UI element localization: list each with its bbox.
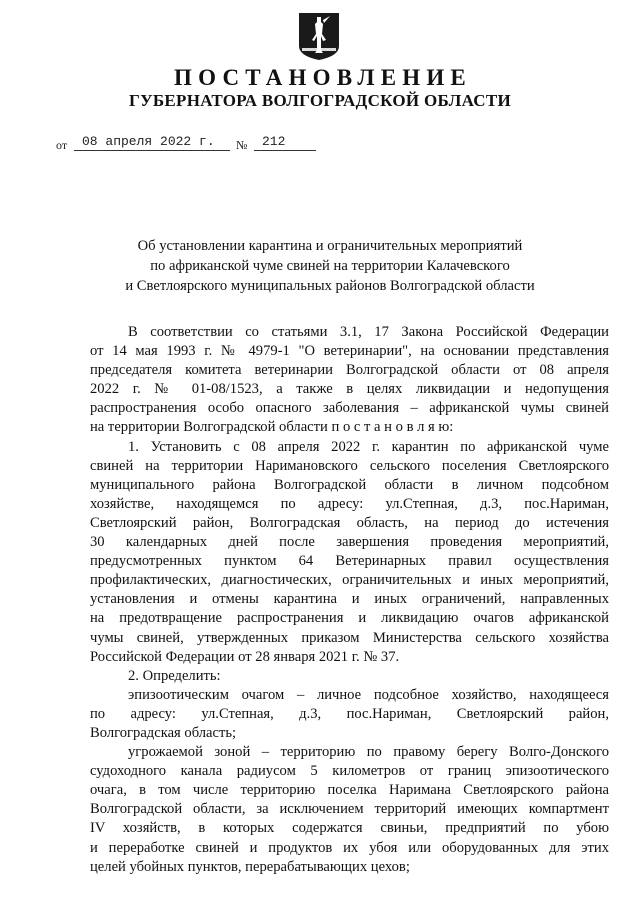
body-line: профилактических, диагностических, ограничительных и иных мероприятий,: [90, 572, 609, 589]
body-line: IV хозяйств, в которых содержатся свиньи, предприятий по убою: [90, 820, 609, 837]
coat-of-arms-emblem-icon: [296, 10, 342, 62]
body-line: чумы свиней, утвержденных приказом Министерства сельского хозяйства: [90, 629, 609, 646]
body-line: Волгоградская область;: [90, 724, 237, 741]
document-body: [90, 323, 609, 877]
body-line: на территории Волгоградской области п о с т а н о в л я ю:: [90, 419, 454, 436]
body-line: распространения особо опасного заболевания – африканской чумы свиней: [90, 400, 609, 417]
body-line: на предотвращение распространения и ликвидацию очагов африканской: [90, 610, 609, 627]
document-subject: [60, 236, 600, 296]
document-subtitle: ГУБЕРНАТОРА ВОЛГОГРАДСКОЙ ОБЛАСТИ: [128, 91, 512, 110]
body-line: предусмотренных пунктом 64 Ветеринарных правил осуществления: [90, 553, 609, 570]
subject-line: по африканской чуме свиней на территории Калачевского: [150, 258, 510, 274]
date-prefix: от: [56, 138, 68, 152]
body-line: свиней на территории Наримановского сельского поселения Светлоярского: [90, 457, 609, 474]
document-number: 212: [262, 134, 286, 149]
document-title: ПОСТАНОВЛЕНИЕ: [174, 65, 472, 90]
body-line: муниципального района Волгоградской области в личном подсобном: [90, 476, 609, 493]
body-line: Волгоградской области, за исключением территорий имеющих компартмент: [90, 801, 609, 818]
date-underline: [74, 150, 230, 151]
body-line: угрожаемой зоной – территорию по правому берегу Волго-Донского: [128, 744, 609, 761]
body-line: и переработке свиней и продуктов их убоя или оборудованных для этих: [90, 839, 609, 856]
body-line: эпизоотическим очагом – личное подсобное хозяйство, находящееся: [128, 686, 609, 703]
body-line: целей убойных пунктов, перерабатывающих цехов;: [90, 858, 410, 875]
body-line: Российской Федерации от 28 января 2021 г. № 37.: [90, 648, 400, 665]
body-line: 1. Установить с 08 апреля 2022 г. карантин по африканской чуме: [128, 438, 609, 455]
body-line: судоходного канала радиусом 5 километров от границ эпизоотического: [90, 763, 609, 780]
body-line: Светлоярский район, Волгоградская область, на период до истечения: [90, 514, 609, 531]
body-line: хозяйстве, находящемся по адресу: ул.Степная, д.3, пос.Нариман,: [90, 495, 609, 512]
body-line: В соответствии со статьями 3.1, 17 Закона Российской Федерации: [128, 324, 609, 340]
body-line: установления и отмены карантина и иных ограничений, направленных: [90, 591, 609, 608]
body-line: 2. Определить:: [128, 667, 221, 684]
body-line: председателя комитета ветеринарии Волгоградской области от 08 апреля: [90, 362, 609, 379]
number-prefix: №: [236, 138, 248, 152]
number-underline: [254, 150, 316, 151]
document-date: 08 апреля 2022 г.: [82, 134, 215, 149]
body-line: очага, в том числе территорию поселка Наримана Светлоярского района: [90, 782, 609, 799]
subject-line: и Светлоярского муниципальных районов Волгоградской области: [125, 278, 535, 294]
body-line: 30 календарных дней после завершения проведения мероприятий,: [90, 534, 609, 551]
subject-line: Об установлении карантина и ограничительных мероприятий: [137, 238, 523, 254]
body-line: 2022 г. № 01-08/1523, а также в целях ликвидации и недопущения: [90, 381, 609, 398]
body-line: по адресу: ул.Степная, д.3, пос.Нариман, Светлоярский район,: [90, 705, 609, 722]
body-line: от 14 мая 1993 г. № 4979-1 "О ветеринарии", на основании представления: [90, 343, 609, 360]
